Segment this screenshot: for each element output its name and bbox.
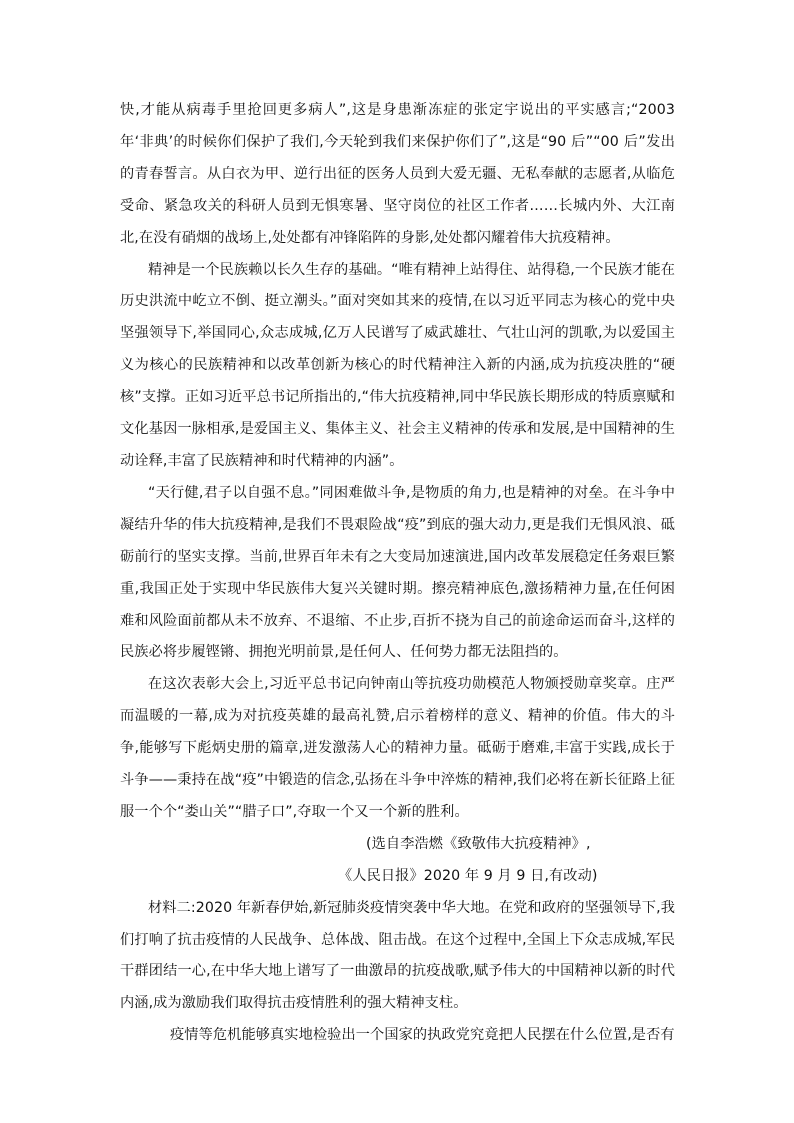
paragraph-last: 疫情等危机能够真实地检验出一个国家的执政党究竟把人民摆在什么位置,是否有 <box>170 1027 675 1044</box>
paragraph-1: 快,才能从病毒手里抢回更多病人”,这是身患渐冻症的张定宇说出的平实感言;“2003 年‘非典’的时候你们保护了我们,今天轮到我们来保护你们了”,这是“90 后”“00 后”发出的青春誓言。从白衣为甲、逆行出征的医务人员到大爱无疆、无私奉献的志愿者,从临危受命、紧急攻关的科研人员到无惧寒暑、坚守岗位的社区工作者……长城内外、大江南北,在没有硝烟的战场上,处处都有冲锋陷阵的身影,处处都闪耀着伟大抗疫精神。 <box>120 102 675 246</box>
paragraph-3: “天行健,君子以自强不息。”同困难做斗争,是物质的角力,也是精神的对垒。在斗争中凝结升华的伟大抗疫精神,是我们不畏艰险战“疫”到底的强大动力,更是我们无惧风浪、砥砺前行的坚实支撑。当前,世界百年未有之大变局加速演进,国内改革发展稳定任务艰巨繁重,我国正处于实现中华民族伟大复兴关键时期。擦亮精神底色,激扬精神力量,在任何困难和风险面前都从未不放弃、不退缩、不止步,百折不挠为自己的前途命运而奋斗,这样的民族必将步履铿锵、拥抱光明前景,是任何人、任何势力都无法阻挡的。 <box>120 484 675 661</box>
paragraph-material-two: 材料二:2020 年新春伊始,新冠肺炎疫情突袭中华大地。在党和政府的坚强领导下,我们打响了抗击疫情的人民战争、总体战、阻击战。在这个过程中,全国上下众志成城,军民干群团结一心,在中华大地上谱写了一曲激昂的抗疫战歌,赋予伟大的中国精神以新的时代内涵,成为激励我们取得抗击疫情胜利的强大精神支柱。 <box>120 899 675 1012</box>
paragraph-4: 在这次表彰大会上,习近平总书记向钟南山等抗疫功勋模范人物颁授勋章奖章。庄严而温暖的一幕,成为对抗疫英雄的最高礼赞,启示着榜样的意义、精神的价值。伟大的斗争,能够写下彪炳史册的篇章,迸发激荡人心的精神力量。砥砺于磨难,丰富于实践,成长于斗争——秉持在战“疫”中锻造的信念,弘扬在斗争中淬炼的精神,我们必将在新长征路上征服一个个“娄山关”“腊子口”,夺取一个又一个新的胜利。 <box>120 676 675 820</box>
document-page <box>120 95 675 1052</box>
paragraph-2: 精神是一个民族赖以长久生存的基础。“唯有精神上站得住、站得稳,一个民族才能在历史洪流中屹立不倒、挺立潮头。”面对突如其来的疫情,在以习近平同志为核心的党中央坚强领导下,举国同心,众志成城,亿万人民谱写了威武雄壮、气壮山河的凯歌,为以爱国主义为核心的民族精神和以改革创新为核心的时代精神注入新的内涵,成为抗疫决胜的“硬核”支撑。正如习近平总书记所指出的,“伟大抗疫精神,同中华民族长期形成的特质禀赋和文化基因一脉相承,是爱国主义、集体主义、社会主义精神的传承和发展,是中国精神的生动诠释,丰富了民族精神和时代精神的内涵”。 <box>120 261 675 469</box>
source-line-2: 《人民日报》2020 年 9 月 9 日,有改动) <box>338 867 598 884</box>
source-line-1: (选自李浩燃《致敬伟大抗疫精神》, <box>366 835 591 852</box>
